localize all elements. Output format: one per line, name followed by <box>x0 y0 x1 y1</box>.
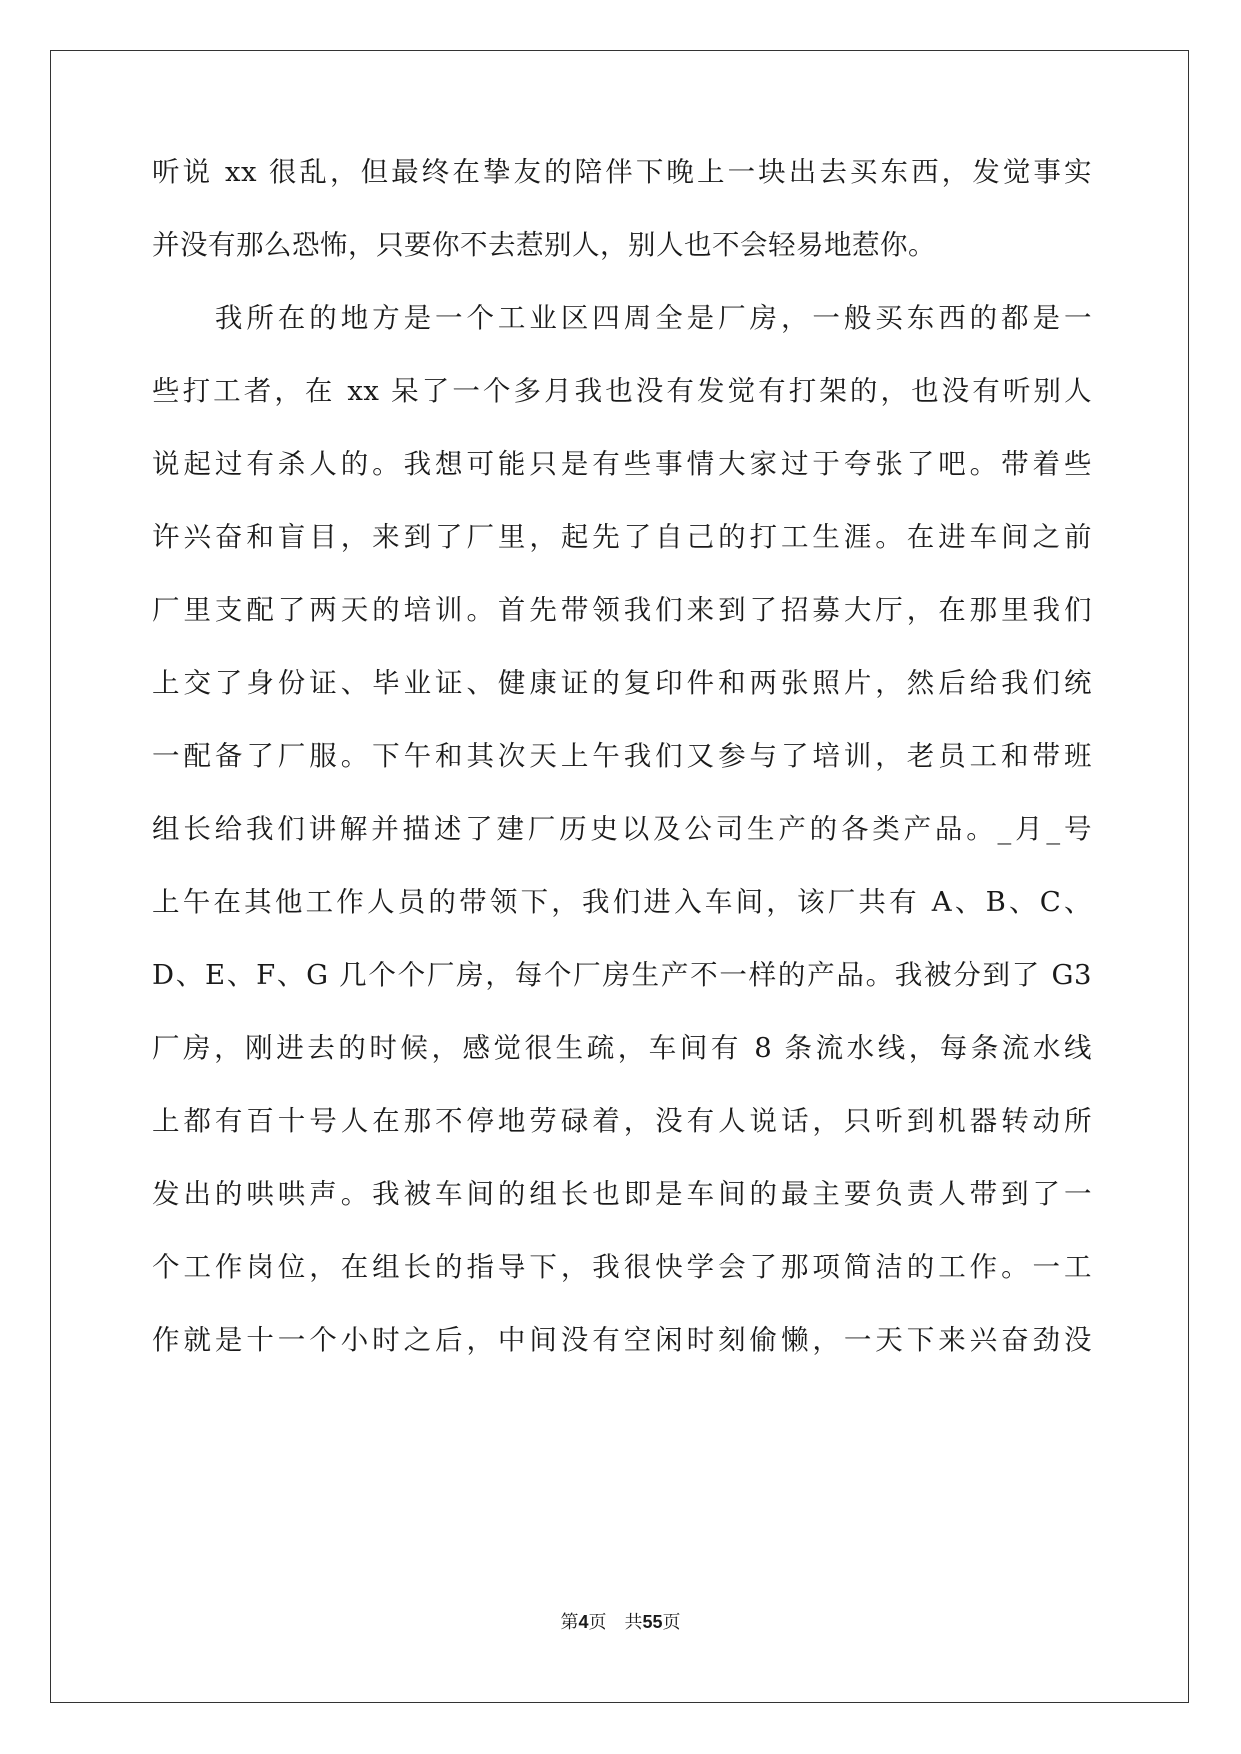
text-line: 一配备了厂服。下午和其次天上午我们又参与了培训，老员工和带班 <box>152 740 1092 772</box>
footer-total-suffix: 页 <box>662 1612 681 1633</box>
text-line: 听说 xx 很乱，但最终在挚友的陪伴下晚上一块出去买东西，发觉事实 <box>152 156 1092 188</box>
text-line: 厂房，刚进去的时候，感觉很生疏，车间有 8 条流水线，每条流水线 <box>152 1032 1092 1064</box>
text-line: 上交了身份证、毕业证、健康证的复印件和两张照片，然后给我们统 <box>152 667 1092 699</box>
page-footer <box>0 1608 1241 1634</box>
text-line: 说起过有杀人的。我想可能只是有些事情大家过于夸张了吧。带着些 <box>152 448 1092 480</box>
text-line: 作就是十一个小时之后，中间没有空闲时刻偷懒，一天下来兴奋劲没 <box>152 1324 1092 1356</box>
footer-prefix: 第 <box>560 1612 579 1633</box>
text-line: 我所在的地方是一个工业区四周全是厂房，一般买东西的都是一 <box>152 302 1092 334</box>
text-line: D、E、F、G 几个个厂房，每个厂房生产不一样的产品。我被分到了 G3 <box>152 959 1092 991</box>
text-line: 并没有那么恐怖，只要你不去惹别人，别人也不会轻易地惹你。 <box>152 229 936 261</box>
text-line: 上都有百十号人在那不停地劳碌着，没有人说话，只听到机器转动所 <box>152 1105 1092 1137</box>
footer-total-prefix: 共 <box>624 1612 643 1633</box>
text-line: 许兴奋和盲目，来到了厂里，起先了自己的打工生涯。在进车间之前 <box>152 521 1092 553</box>
text-line: 上午在其他工作人员的带领下，我们进入车间，该厂共有 A、B、C、 <box>152 886 1092 918</box>
text-line: 发出的哄哄声。我被车间的组长也即是车间的最主要负责人带到了一 <box>152 1178 1092 1210</box>
text-line: 厂里支配了两天的培训。首先带领我们来到了招募大厅，在那里我们 <box>152 594 1092 626</box>
footer-page-suffix: 页 <box>588 1612 607 1633</box>
text-line: 个工作岗位，在组长的指导下，我很快学会了那项简洁的工作。一工 <box>152 1251 1092 1283</box>
text-line: 些打工者，在 xx 呆了一个多月我也没有发觉有打架的，也没有听别人 <box>152 375 1092 407</box>
total-pages-number: 55 <box>642 1612 663 1632</box>
text-line: 组长给我们讲解并描述了建厂历史以及公司生产的各类产品。_月_号 <box>152 813 1092 845</box>
current-page-number: 4 <box>578 1612 589 1632</box>
